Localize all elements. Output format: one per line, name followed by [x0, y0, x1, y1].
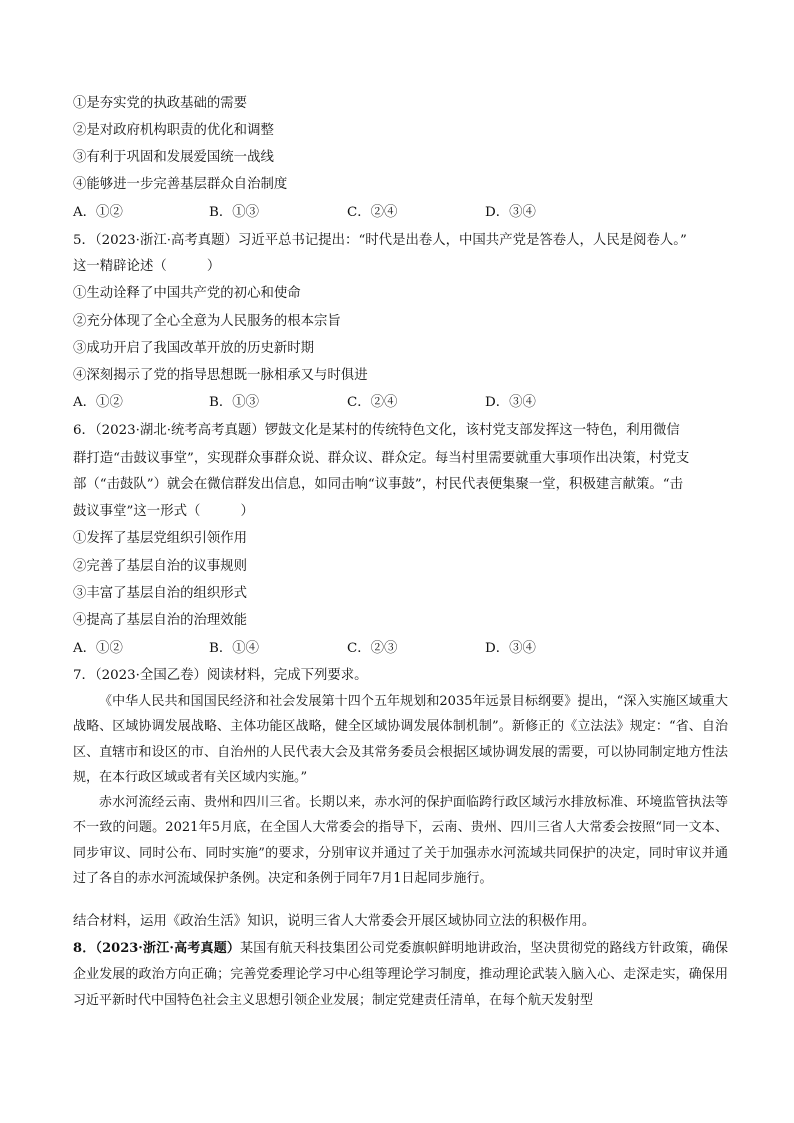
q8-text: 某国有航天科技集团公司党委旗帜鲜明地讲政治，坚决贯彻党的路线方针政策，确保企业发展的政治方向正确；完善党委理论学习中心组等理论学习制度，推动理论武装入脑入心、走深走实，确保用习近平新时代中国特色社会主义思想引领企业发展；制定党建责任清单，在每个航天发射型 [73, 941, 728, 1008]
q4-option-c: C．②④ [347, 205, 398, 220]
q6-option-b: B．①④ [209, 641, 260, 656]
q5-item-3: ③成功开启了我国改革开放的历史新时期 [73, 341, 315, 356]
q4-item-3: ③有利于巩固和发展爱国统一战线 [73, 150, 274, 165]
q6-stem-line-1: 6．（2023·湖北·统考高考真题）锣鼓文化是某村的传统特色文化，该村党支部发挥这一特色，利用微信 [73, 423, 680, 438]
q6-item-4: ④提高了基层自治的治理效能 [73, 613, 248, 628]
q4-option-b: B．①③ [209, 205, 260, 220]
q6-item-3: ③丰富了基层自治的组织形式 [73, 586, 248, 601]
q5-stem-line-1: 5．（2023·浙江·高考真题）习近平总书记提出：“时代是出卷人，中国共产党是答卷人，人民是阅卷人。” [73, 233, 687, 248]
q7-title: 7．（2023·全国乙卷）阅读材料，完成下列要求。 [73, 668, 368, 683]
q5-option-c: C．②④ [347, 395, 398, 410]
q7-requirement: 结合材料，运用《政治生活》知识，说明三省人大常委会开展区域协同立法的积极作用。 [73, 914, 596, 929]
q4-option-a: A．①② [73, 205, 123, 220]
q5-item-2: ②充分体现了全心全意为人民服务的根本宗旨 [73, 314, 341, 329]
q6-option-c: C．②③ [347, 641, 398, 656]
q6-item-2: ②完善了基层自治的议事规则 [73, 559, 248, 574]
q6-stem-line-2: 群打造“击鼓议事堂”，实现群众事群众说、群众议、群众定。每当村里需要就重大事项作出决策，村党支 [73, 451, 690, 466]
q6-stem-line-4: 鼓议事堂”这一形式（ ） [73, 504, 254, 519]
q5-option-b: B．①③ [209, 395, 260, 410]
q5-item-4: ④深刻揭示了党的指导思想既一脉相承又与时俱进 [73, 368, 368, 383]
q6-stem-line-3: 部（“击鼓队”）就会在微信群发出信息，如同击响“议事鼓”，村民代表便集聚一堂，积极建言献策。“击 [73, 477, 684, 492]
q4-item-4: ④能够进一步完善基层群众自治制度 [73, 177, 288, 192]
q5-option-d: D．③④ [485, 395, 536, 410]
q8-label: 8．（2023·浙江·高考真题） [73, 941, 241, 956]
q4-item-1: ①是夯实党的执政基础的需要 [73, 96, 248, 111]
q7-material-paragraph-1: 《中华人民共和国国民经济和社会发展第十四个五年规划和2035年远景目标纲要》提出，“深入实施区域重大战略、区域协调发展战略、主体功能区战略，健全区域协调发展体制机制”。新修正的《立法法》规定：“省、自治区、直辖市和设区的市、自治州的人民代表大会及其常务委员会根据区域协调发展的需要，可以协同制定地方性法规，在本行政区域或者有关区域内实施。” [73, 694, 728, 785]
q7-material [73, 689, 728, 891]
q5-option-a: A．①② [73, 395, 123, 410]
q6-option-a: A．①② [73, 641, 123, 656]
q6-option-d: D．③④ [485, 641, 536, 656]
q7-material-paragraph-2: 赤水河流经云南、贵州和四川三省。长期以来，赤水河的保护面临跨行政区域污水排放标准、环境监管执法等不一致的问题。2021年5月底，在全国人大常委会的指导下，云南、贵州、四川三省人大常委会按照“同一文本、同步审议、同时公布、同时实施”的要求，分别审议并通过了关于加强赤水河流域共同保护的决定，同时审议并通过了各自的赤水河流域保护条例。决定和条例于同年7月1日起同步施行。 [73, 795, 728, 887]
q4-item-2: ②是对政府机构职责的优化和调整 [73, 123, 274, 138]
q6-item-1: ①发挥了基层党组织引领作用 [73, 531, 248, 546]
q5-stem-line-2: 这一精辟论述（ ） [73, 259, 221, 274]
q4-option-d: D．③④ [485, 205, 536, 220]
q8-stem [73, 936, 728, 1014]
q5-item-1: ①生动诠释了中国共产党的初心和使命 [73, 286, 301, 301]
